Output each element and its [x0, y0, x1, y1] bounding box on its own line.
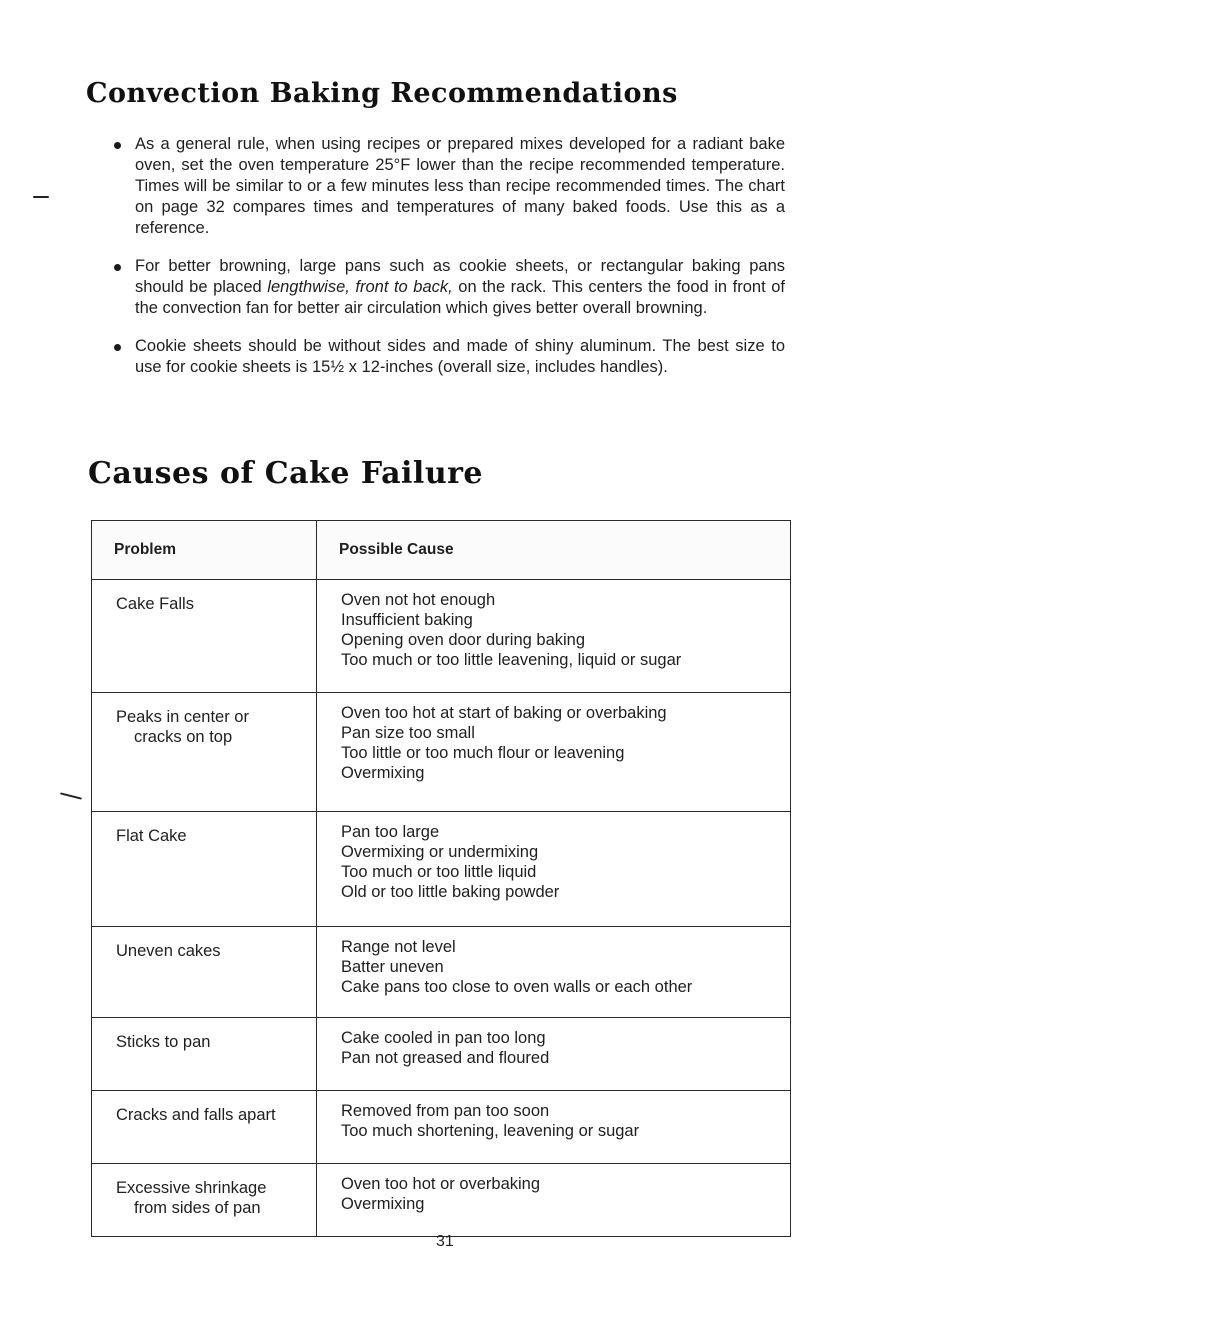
table-row: [92, 1018, 791, 1091]
problem-text: from sides of pan: [134, 1199, 261, 1217]
problem-text: Excessive shrinkage: [116, 1179, 267, 1197]
cause-text: Oven not hot enough: [341, 591, 496, 609]
cause-text: Cake pans too close to oven walls or each other: [341, 978, 693, 996]
header-problem: Problem: [92, 521, 317, 580]
cause-text: Batter uneven: [341, 958, 444, 976]
bullet-text: on the rack. This centers the food in front of the convection fan for better air circulation which gives better overall browning.: [135, 278, 785, 317]
problem-cell: [92, 580, 317, 693]
table-row: [92, 580, 791, 693]
cause-text: Insufficient baking: [341, 611, 473, 629]
cause-text: Pan size too small: [341, 724, 475, 742]
cause-text: Cake cooled in pan too long: [341, 1029, 546, 1047]
section-title-cake-failure: Causes of Cake Failure: [88, 456, 484, 491]
bullet-text: Cookie sheets should be without sides and made of shiny aluminum. The best size to use for cookie sheets is 15½ x 12-inches (overall size, includes handles).: [135, 337, 785, 376]
section-title-convection: Convection Baking Recommendations: [86, 78, 678, 109]
problem-text: Peaks in center or: [116, 708, 249, 726]
table-row: [92, 1091, 791, 1164]
problem-text: Cracks and falls apart: [116, 1106, 276, 1124]
cause-cell: [317, 927, 791, 1018]
table-row: [92, 927, 791, 1018]
cause-text: Too much shortening, leavening or sugar: [341, 1122, 640, 1140]
cause-text: Oven too hot at start of baking or overbaking: [341, 704, 667, 722]
cause-cell: [317, 1091, 791, 1164]
cause-cell: [317, 812, 791, 927]
cause-text: Pan too large: [341, 823, 440, 841]
problem-cell: [92, 1091, 317, 1164]
table-row: [92, 1164, 791, 1237]
bullet-emphasis: lengthwise, front to back,: [267, 278, 453, 296]
problem-cell: [92, 1164, 317, 1237]
problem-text: cracks on top: [134, 728, 233, 746]
cause-text: Oven too hot or overbaking: [341, 1175, 541, 1193]
bullet-icon: [114, 264, 121, 271]
cause-text: Too much or too little liquid: [341, 863, 537, 881]
page-number: 31: [436, 1233, 454, 1250]
recommendations-list: [110, 134, 785, 378]
problem-cell: [92, 1018, 317, 1091]
cake-failure-table: [91, 520, 791, 1237]
bullet-text: For better browning, large pans such as cookie sheets, or rectangular baking pans should be placed: [135, 257, 785, 296]
cause-cell: [317, 1164, 791, 1237]
list-item: [110, 256, 785, 319]
problem-text: Uneven cakes: [116, 942, 221, 960]
scan-mark: [33, 196, 49, 198]
header-possible-cause: Possible Cause: [317, 521, 791, 580]
cause-cell: [317, 1018, 791, 1091]
list-item: [110, 134, 785, 239]
table-header-row: [92, 521, 791, 580]
cause-text: Too much or too little leavening, liquid or sugar: [341, 651, 682, 669]
cause-text: Overmixing or undermixing: [341, 843, 539, 861]
cause-cell: [317, 580, 791, 693]
table-row: [92, 812, 791, 927]
cause-text: Too little or too much flour or leavening: [341, 744, 625, 762]
problem-text: Sticks to pan: [116, 1033, 211, 1051]
scan-mark: [60, 792, 82, 799]
cause-text: Range not level: [341, 938, 456, 956]
cause-text: Opening oven door during baking: [341, 631, 586, 649]
problem-cell: [92, 693, 317, 812]
problem-cell: [92, 927, 317, 1018]
cause-text: Overmixing: [341, 1195, 425, 1213]
bullet-icon: [114, 142, 121, 149]
bullet-text: As a general rule, when using recipes or prepared mixes developed for a radiant bake oven, set the oven temperature 25°F lower than the recipe recommended temperature. Times will be similar to or a few minutes less than recipe recommended times. The chart on page 32 compares times and temperatures of many baked foods. Use this as a reference.: [135, 135, 785, 237]
cause-text: Overmixing: [341, 764, 425, 782]
table-row: [92, 693, 791, 812]
bullet-icon: [114, 344, 121, 351]
problem-cell: [92, 812, 317, 927]
problem-text: Cake Falls: [116, 595, 194, 613]
cause-cell: [317, 693, 791, 812]
list-item: [110, 336, 785, 378]
cause-text: Pan not greased and floured: [341, 1049, 550, 1067]
cause-text: Old or too little baking powder: [341, 883, 560, 901]
cause-text: Removed from pan too soon: [341, 1102, 550, 1120]
problem-text: Flat Cake: [116, 827, 187, 845]
